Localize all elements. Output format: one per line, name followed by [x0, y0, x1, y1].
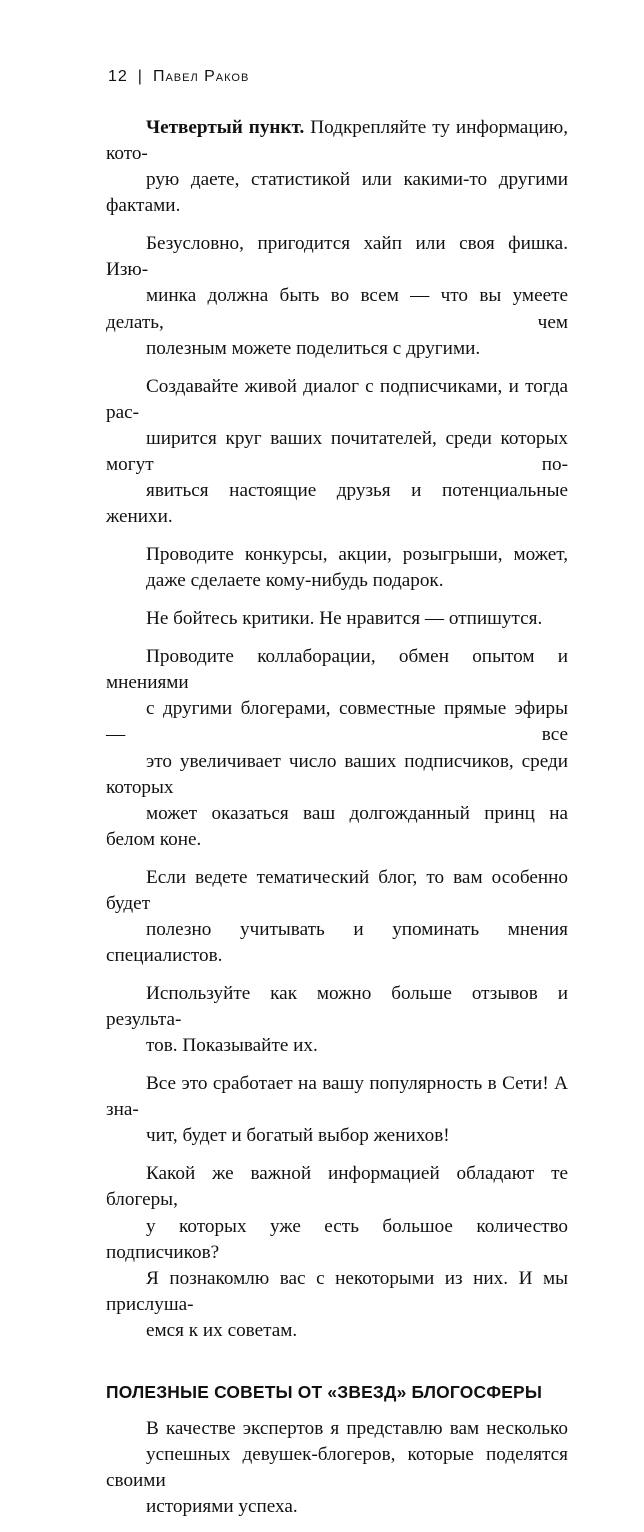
paragraph-line: успешных девушек-блогеров, которые поделятся своими — [106, 1444, 568, 1492]
paragraph-line: минка должна быть во всем — что вы умеете делать, чем — [106, 285, 568, 333]
header-separator: | — [137, 68, 143, 85]
paragraph-5 — [106, 606, 568, 632]
paragraph-8 — [106, 981, 568, 1059]
paragraph-line: емся к их советам. — [146, 1319, 298, 1341]
page-number: 12 — [108, 68, 128, 85]
paragraph-line: Все это сработает на вашу популярность в Сети! А зна- — [106, 1073, 568, 1121]
paragraph-line: Проводите конкурсы, акции, розыгрыши, может, — [146, 544, 568, 566]
body-text — [106, 115, 568, 1532]
paragraph-line: Если ведете тематический блог, то вам особенно будет — [106, 866, 568, 914]
paragraph-10 — [106, 1161, 568, 1344]
paragraph-line: Создавайте живой диалог с подписчиками, и тогда рас- — [106, 375, 568, 423]
paragraph-line: Используйте как можно больше отзывов и результа- — [106, 983, 568, 1031]
paragraph-line: ширится круг ваших почитателей, среди которых могут по- — [106, 427, 568, 475]
paragraph-6 — [106, 644, 568, 853]
paragraph-line: полезно учитывать и упоминать мнения специалистов. — [106, 918, 568, 967]
section-paragraph — [106, 1416, 568, 1520]
paragraph-line: Четвертый пункт. Подкрепляйте ту информацию, кото- — [106, 117, 568, 165]
paragraph-3 — [106, 374, 568, 531]
paragraph-line: даже сделаете кому-нибудь подарок. — [146, 570, 444, 592]
paragraph-line: Проводите коллаборации, обмен опытом и мнениями — [106, 646, 568, 694]
paragraph-4 — [106, 542, 568, 594]
section-heading: ПОЛЕЗНЫЕ СОВЕТЫ ОТ «ЗВЕЗД» БЛОГОСФЕРЫ — [106, 1382, 543, 1403]
paragraph-line: полезным можете поделиться с другими. — [146, 337, 481, 359]
paragraph-2 — [106, 231, 568, 361]
paragraph-line: может оказаться ваш долгожданный принц на белом коне. — [106, 802, 568, 850]
paragraph-line: Я познакомлю вас с некоторыми из них. И мы прислуша- — [106, 1267, 568, 1315]
paragraph-line: Не бойтесь критики. Не нравится — отпишутся. — [146, 608, 543, 630]
paragraph-line: это увеличивает число ваших подписчиков, среди которых — [106, 750, 568, 798]
running-head — [108, 68, 249, 86]
paragraph-line: явиться настоящие друзья и потенциальные женихи. — [106, 480, 568, 528]
paragraph-line: чит, будет и богатый выбор женихов! — [146, 1125, 450, 1147]
paragraph-7 — [106, 865, 568, 969]
paragraph-line: тов. Показывайте их. — [146, 1035, 318, 1057]
paragraph-line: Безусловно, пригодится хайп или своя фишка. Изю- — [106, 233, 568, 281]
paragraph-9 — [106, 1071, 568, 1149]
paragraph-1 — [106, 115, 568, 219]
paragraph-line: В качестве экспертов я представлю вам несколько — [146, 1418, 568, 1440]
paragraph-line: у которых уже есть большое количество подписчиков? — [106, 1215, 568, 1263]
paragraph-line: Какой же важной информацией обладают те блогеры, — [106, 1163, 568, 1211]
paragraph-line: с другими блогерами, совместные прямые эфиры — все — [106, 698, 568, 746]
paragraph-line: рую даете, статистикой или какими-то другими фактами. — [106, 169, 568, 217]
paragraph-line: историями успеха. — [146, 1496, 298, 1518]
bold-lead-in: Четвертый пункт. — [146, 117, 305, 138]
author-name: Павел Раков — [152, 68, 250, 85]
